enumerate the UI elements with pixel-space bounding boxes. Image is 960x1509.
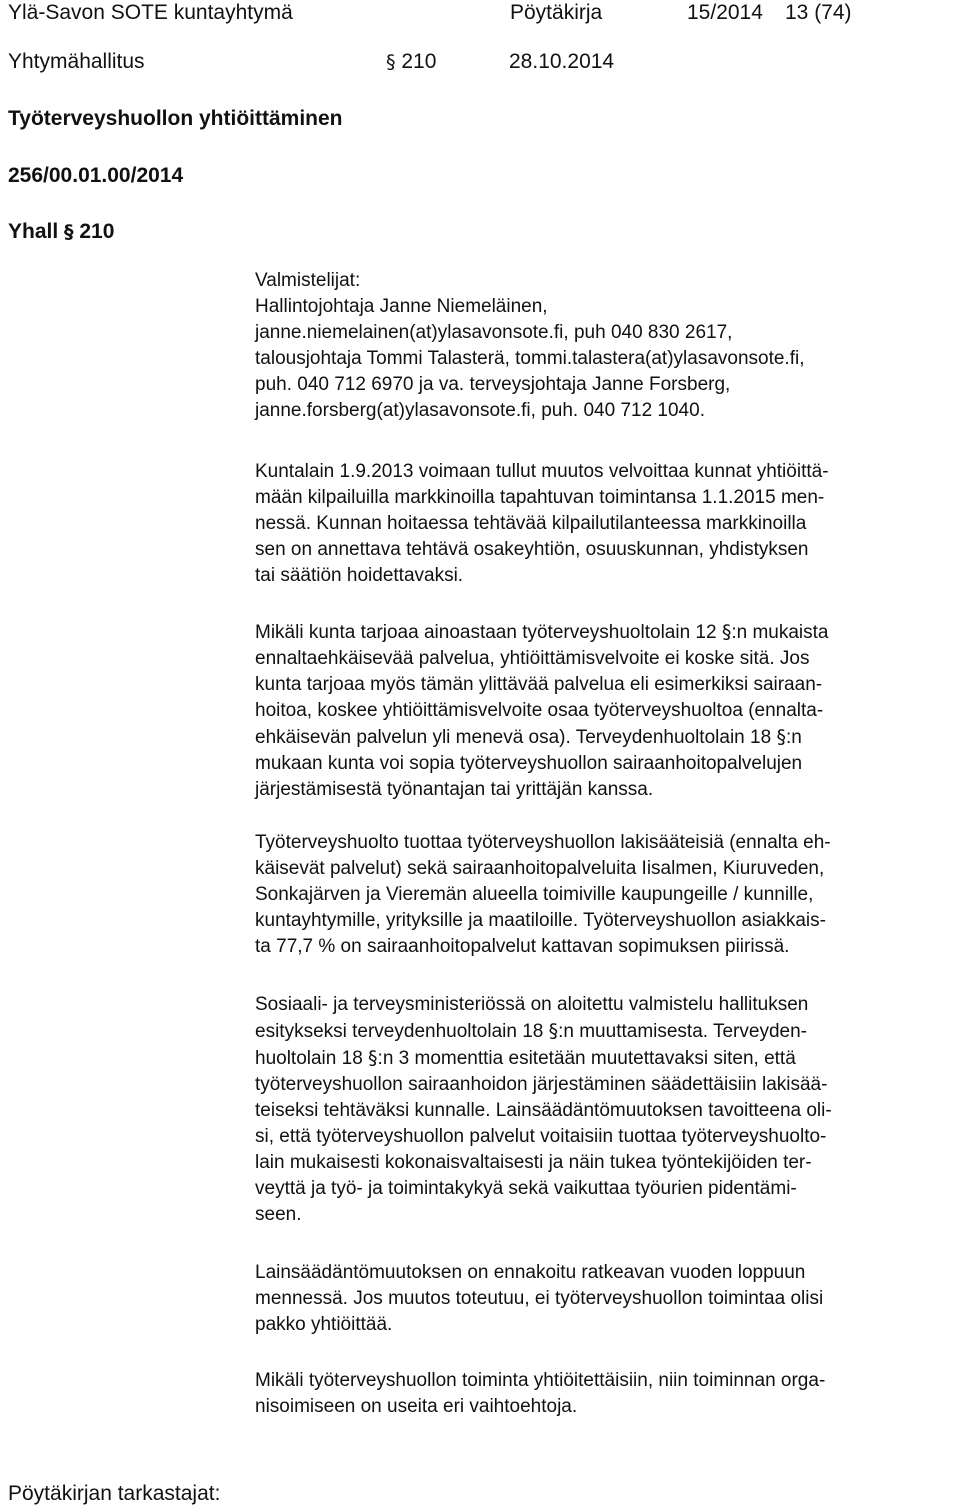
text-line: ta 77,7 % on sairaanhoitopalvelut kattavan sopimuksen piirissä. bbox=[255, 936, 790, 957]
section-symbol: § bbox=[64, 221, 74, 243]
text-line: työterveyshuollon sairaanhoidon järjestäminen säädettäisiin lakisää- bbox=[255, 1074, 828, 1095]
text-line: ennaltaehkäisevää palvelua, yhtiöittämisvelvoite ei koske sitä. Jos bbox=[255, 648, 810, 669]
body-name: Yhtymähallitus bbox=[8, 50, 145, 73]
page-title: Työterveyshuollon yhtiöittäminen bbox=[8, 107, 343, 130]
text-line: sen on annettava tehtävä osakeyhtiön, osuuskunnan, yhdistyksen bbox=[255, 539, 809, 560]
text-line: lain mukaisesti kokonaisvaltaisesti ja näin tukea työntekijöiden ter- bbox=[255, 1152, 812, 1173]
text-line: järjestämisestä työnantajan tai yrittäjän kanssa. bbox=[255, 779, 654, 800]
text-line: teiseksi tehtäväksi kunnalle. Lainsäädäntömuutoksen tavoitteena oli- bbox=[255, 1100, 832, 1121]
paragraph bbox=[255, 830, 955, 960]
preparers-block bbox=[255, 268, 955, 424]
text-line: tai säätiön hoidettavaksi. bbox=[255, 565, 464, 586]
preparers-line: janne.forsberg(at)ylasavonsote.fi, puh. 040 712 1040. bbox=[255, 400, 705, 421]
paragraph bbox=[255, 1368, 955, 1420]
doc-number: 15/2014 bbox=[687, 1, 763, 24]
preparers-line: talousjohtaja Tommi Talasterä, tommi.talastera(at)ylasavonsote.fi, bbox=[255, 348, 805, 369]
preparers-line: janne.niemelainen(at)ylasavonsote.fi, puh 040 830 2617, bbox=[255, 322, 733, 343]
text-line: nisoimiseen on useita eri vaihtoehtoja. bbox=[255, 1396, 578, 1417]
text-line: kunta tarjoaa myös tämän ylittävää palvelua eli esimerkiksi sairaan- bbox=[255, 674, 823, 695]
meeting-reference bbox=[8, 219, 114, 245]
text-line: seen. bbox=[255, 1204, 302, 1225]
text-line: mukaan kunta voi sopia työterveyshuollon sairaanhoitopalvelujen bbox=[255, 753, 803, 774]
doc-type: Pöytäkirja bbox=[510, 1, 603, 24]
text-line: käisevät palvelut) sekä sairaanhoitopalveluita Iisalmen, Kiuruveden, bbox=[255, 858, 825, 879]
section-symbol: § bbox=[386, 51, 396, 73]
section-number: 210 bbox=[401, 50, 437, 73]
text-line: si, että työterveyshuollon palvelut voitaisiin tuottaa työterveyshuolto- bbox=[255, 1126, 827, 1147]
footer-inspectors-label: Pöytäkirjan tarkastajat: bbox=[8, 1482, 221, 1505]
record-number: 256/00.01.00/2014 bbox=[8, 164, 184, 187]
preparers-line: puh. 040 712 6970 ja va. terveysjohtaja Janne Forsberg, bbox=[255, 374, 731, 395]
text-line: huoltolain 18 §:n 3 momenttia esitetään muutettavaksi siten, että bbox=[255, 1047, 796, 1069]
meeting-ref-label: Yhall bbox=[8, 220, 59, 243]
text-line: Sosiaali- ja terveysministeriössä on aloitettu valmistelu hallituksen bbox=[255, 994, 809, 1015]
text-line: veyttä ja työ- ja toimintakykyä sekä vaikuttaa työurien pidentämi- bbox=[255, 1178, 797, 1199]
org-name: Ylä-Savon SOTE kuntayhtymä bbox=[8, 1, 293, 24]
preparers-line: Hallintojohtaja Janne Niemeläinen, bbox=[255, 296, 548, 317]
section-ref bbox=[386, 49, 436, 75]
paragraph bbox=[255, 619, 955, 803]
text-line: kuntayhtymille, yrityksille ja maatiloille. Työterveyshuollon asiakkais- bbox=[255, 910, 826, 931]
text-line: Lainsäädäntömuutoksen on ennakoitu ratkeavan vuoden loppuun bbox=[255, 1262, 806, 1283]
preparers-line: Valmistelijat: bbox=[255, 270, 361, 291]
text-line: Mikäli työterveyshuollon toiminta yhtiöitettäisiin, niin toiminnan orga- bbox=[255, 1370, 826, 1391]
paragraph bbox=[255, 459, 955, 589]
text-line: nessä. Kunnan hoitaessa tehtävää kilpailutilanteessa markkinoilla bbox=[255, 513, 807, 534]
text-line: Työterveyshuolto tuottaa työterveyshuollon lakisääteisiä (ennalta eh- bbox=[255, 832, 831, 853]
text-line: esitykseksi terveydenhuoltolain 18 §:n muuttamisesta. Terveyden- bbox=[255, 1020, 807, 1042]
text-line: pakko yhtiöittää. bbox=[255, 1314, 393, 1335]
meeting-date: 28.10.2014 bbox=[509, 50, 615, 73]
meeting-ref-number: 210 bbox=[79, 220, 115, 243]
text-line: Kuntalain 1.9.2013 voimaan tullut muutos velvoittaa kunnat yhtiöittä- bbox=[255, 461, 829, 482]
page-number: 13 (74) bbox=[785, 1, 852, 24]
paragraph bbox=[255, 1260, 955, 1338]
text-line: Mikäli kunta tarjoaa ainoastaan työterveyshuoltolain 12 §:n mukaista bbox=[255, 621, 829, 643]
text-line: mään kilpailuilla markkinoilla tapahtuvan toimintansa 1.1.2015 men- bbox=[255, 487, 825, 508]
text-line: mennessä. Jos muutos toteutuu, ei työterveyshuollon toimintaa olisi bbox=[255, 1288, 824, 1309]
text-line: Sonkajärven ja Vieremän alueella toimiville kaupungeille / kunnille, bbox=[255, 884, 814, 905]
paragraph bbox=[255, 992, 955, 1228]
text-line: hoitoa, koskee yhtiöittämisvelvoite osaa työterveyshuoltoa (ennalta- bbox=[255, 700, 824, 721]
text-line: ehkäisevän palvelun yli menevä osa). Terveydenhuoltolain 18 §:n bbox=[255, 726, 802, 748]
